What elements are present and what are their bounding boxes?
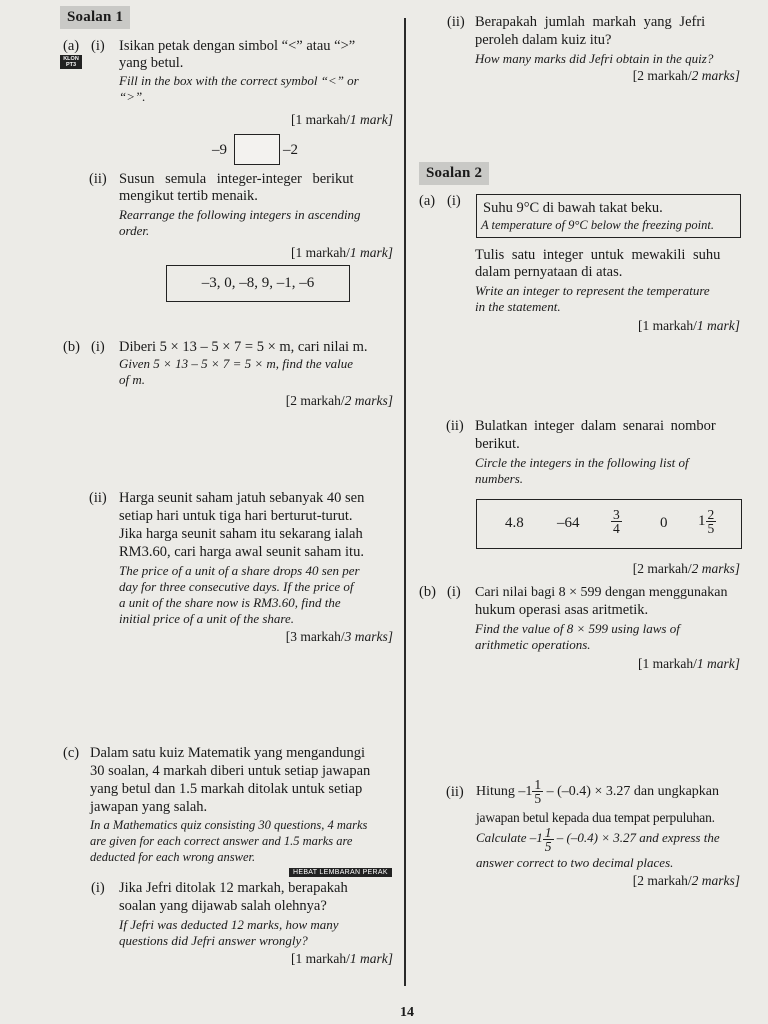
part-b-label: (b) bbox=[63, 339, 80, 355]
q1-a-ii-marks: [1 markah/1 mark] bbox=[291, 245, 393, 260]
compare-left-value: –9 bbox=[212, 142, 227, 158]
number-zero[interactable]: 0 bbox=[660, 515, 668, 531]
q2-b-ii-malay-line2: jawapan betul kepada dua tempat perpuluhan. bbox=[476, 810, 715, 825]
q2-b-i-english-line1: Find the value of 8 × 599 using laws of bbox=[475, 621, 680, 636]
q1-a-ii-english-line1: Rearrange the following integers in ascending bbox=[119, 207, 361, 222]
q1-b-ii-english-line3: a unit of the share now is RM3.60, find the bbox=[119, 595, 341, 610]
q1-b-i-english-line1: Given 5 × 13 – 5 × 7 = 5 × m, find the value bbox=[119, 356, 354, 371]
q1-c-english-line1: In a Mathematics quiz consisting 30 questions, 4 marks bbox=[90, 818, 368, 832]
compare-right-value: –2 bbox=[283, 142, 298, 158]
q1-a-ii-malay-line2: mengikut tertib menaik. bbox=[119, 188, 258, 204]
q1-c-malay-line1: Dalam satu kuiz Matematik yang mengandungi bbox=[90, 745, 366, 761]
q2-b-i-marks: [1 markah/1 mark] bbox=[638, 656, 740, 671]
q1-a-i-malay-line2: yang betul. bbox=[119, 55, 184, 71]
q1-a-i-marks: [1 markah/1 mark] bbox=[291, 112, 393, 127]
q2-a-ii-marks: [2 markah/2 marks] bbox=[632, 561, 740, 576]
q1-c-ii-malay-line2: peroleh dalam kuiz itu? bbox=[475, 32, 612, 48]
question-2-heading: Soalan 2 bbox=[419, 162, 489, 185]
question-1-heading: Soalan 1 bbox=[60, 6, 130, 29]
q1-c-english-line3: deducted for each wrong answer. bbox=[90, 850, 256, 864]
q1-c-ii-english: How many marks did Jefri obtain in the quiz? bbox=[475, 51, 714, 66]
q1-a-ii-english-line2: order. bbox=[119, 223, 150, 238]
q2-part-b-label: (b) bbox=[419, 584, 436, 600]
q1-c-malay-line2: 30 soalan, 4 markah diberi untuk setiap jawapan bbox=[90, 763, 371, 779]
temperature-statement-box bbox=[476, 194, 741, 238]
q2-subpart-a-i-label: (i) bbox=[447, 193, 461, 209]
q1-a-i-english-line2: “>”. bbox=[119, 89, 146, 104]
q2-a-ii-english-line1: Circle the integers in the following list of bbox=[475, 455, 689, 470]
subpart-b-ii-label: (ii) bbox=[89, 490, 107, 506]
q1-c-ii-marks: [2 markah/2 marks] bbox=[632, 68, 740, 83]
integers-list: –3, 0, –8, 9, –1, –6 bbox=[201, 275, 315, 291]
q2-part-a-label: (a) bbox=[419, 193, 436, 209]
klon-pt3-badge: KLON PT3 bbox=[60, 55, 82, 69]
q2-b-i-malay-line1: Cari nilai bagi 8 × 599 dengan menggunakan bbox=[475, 585, 728, 600]
page-number: 14 bbox=[400, 1005, 414, 1020]
q2-a-i-english-line1: Write an integer to represent the temperature bbox=[475, 283, 710, 298]
q1-c-ii-malay-line1: Berapakah jumlah markah yang Jefri bbox=[475, 14, 706, 30]
q1-b-ii-malay-line3: Jika harga seunit saham itu sekarang ialah bbox=[119, 526, 363, 542]
q2-a-ii-malay-line2: berikut. bbox=[475, 436, 520, 452]
hebat-lembaran-perak-banner: HEBAT LEMBARAN PERAK bbox=[289, 868, 392, 877]
q2-a-i-english-line2: in the statement. bbox=[475, 299, 561, 314]
number-list-box bbox=[476, 499, 742, 549]
q1-c-i-marks: [1 markah/1 mark] bbox=[291, 951, 393, 966]
q2-a-i-malay-line2: dalam pernyataan di atas. bbox=[475, 264, 623, 280]
q1-b-ii-malay-line4: RM3.60, cari harga awal seunit saham itu. bbox=[119, 544, 364, 560]
q2-a-ii-english-line2: numbers. bbox=[475, 471, 524, 486]
q1-c-malay-line4: jawapan yang salah. bbox=[90, 799, 208, 815]
integers-list-box bbox=[166, 265, 350, 302]
number-three-quarters[interactable]: $\frac{3}{4}$ bbox=[613, 507, 620, 536]
q2-subpart-a-ii-label: (ii) bbox=[446, 418, 464, 434]
subpart-c-i-label: (i) bbox=[91, 880, 105, 896]
q2-subpart-b-i-label: (i) bbox=[447, 584, 461, 600]
column-divider bbox=[404, 18, 406, 986]
q1-b-i-english-line2: of m. bbox=[119, 372, 145, 387]
q1-b-i-marks: [2 markah/2 marks] bbox=[285, 393, 393, 408]
q1-c-i-english-line1: If Jefri was deducted 12 marks, how many bbox=[119, 917, 339, 932]
q2-b-i-english-line2: arithmetic operations. bbox=[475, 637, 591, 652]
subpart-a-i-label: (i) bbox=[91, 38, 105, 54]
part-a-label: (a) bbox=[63, 38, 80, 54]
q1-c-i-english-line2: questions did Jefri answer wrongly? bbox=[119, 933, 308, 948]
q1-c-i-malay-line1: Jika Jefri ditolak 12 markah, berapakah bbox=[119, 880, 348, 896]
q1-b-ii-english-line1: The price of a unit of a share drops 40 sen per bbox=[119, 563, 360, 578]
q1-b-ii-malay-line2: setiap hari untuk tiga hari berturut-turut. bbox=[119, 508, 353, 524]
q2-b-ii-marks: [2 markah/2 marks] bbox=[632, 873, 740, 888]
q1-c-malay-line3: yang betul dan 1.5 markah ditolak untuk setiap bbox=[90, 781, 363, 797]
symbol-answer-box[interactable] bbox=[234, 134, 280, 165]
q2-a-i-marks: [1 markah/1 mark] bbox=[638, 318, 740, 333]
statement-english: A temperature of 9°C below the freezing point. bbox=[481, 218, 714, 232]
statement-malay: Suhu 9°C di bawah takat beku. bbox=[483, 200, 663, 216]
q1-c-i-malay-line2: soalan yang dijawab salah olehnya? bbox=[119, 898, 327, 914]
subpart-c-ii-label: (ii) bbox=[447, 14, 465, 30]
q1-b-ii-malay-line1: Harga seunit saham jatuh sebanyak 40 sen bbox=[119, 490, 365, 506]
number-one-and-two-fifths[interactable]: 1 $\frac{2}{5}$ bbox=[698, 507, 715, 536]
q1-b-ii-english-line4: initial price of a unit of the share. bbox=[119, 611, 295, 626]
part-c-label: (c) bbox=[63, 745, 80, 761]
q1-b-i-malay: Diberi 5 × 13 – 5 × 7 = 5 × m, cari nilai m. bbox=[119, 339, 368, 355]
q2-b-i-malay-line2: hukum operasi asas aritmetik. bbox=[475, 602, 649, 618]
q2-subpart-b-ii-label: (ii) bbox=[446, 784, 464, 800]
q1-c-english-line2: are given for each correct answer and 1.5 marks are bbox=[90, 834, 353, 848]
q2-b-ii-english-line2: answer correct to two decimal places. bbox=[476, 855, 674, 870]
q1-a-ii-malay-line1: Susun semula integer-integer berikut bbox=[119, 171, 354, 187]
q2-a-ii-malay-line1: Bulatkan integer dalam senarai nombor bbox=[475, 418, 716, 434]
q2-a-i-malay-line1: Tulis satu integer untuk mewakili suhu bbox=[475, 247, 721, 263]
number-minus-64[interactable]: –64 bbox=[557, 515, 580, 531]
q2-b-ii-english-line1: Calculate –1 $\frac{1}{5}$ – (–0.4) × 3.27 and express the bbox=[476, 824, 720, 854]
subpart-b-i-label: (i) bbox=[91, 339, 105, 355]
q1-a-i-english-line1: Fill in the box with the correct symbol “<” or bbox=[119, 73, 359, 88]
q1-b-ii-marks: [3 markah/3 marks] bbox=[285, 629, 393, 644]
q1-b-ii-english-line2: day for three consecutive days. If the price of bbox=[119, 579, 354, 594]
number-4-8[interactable]: 4.8 bbox=[505, 515, 524, 531]
q2-b-ii-malay-line1: Hitung –1 $\frac{1}{5}$ – (–0.4) × 3.27 dan ungkapkan bbox=[476, 777, 720, 807]
q1-a-i-malay-line1: Isikan petak dengan simbol “<” atau “>” bbox=[119, 38, 356, 54]
subpart-a-ii-label: (ii) bbox=[89, 171, 107, 187]
